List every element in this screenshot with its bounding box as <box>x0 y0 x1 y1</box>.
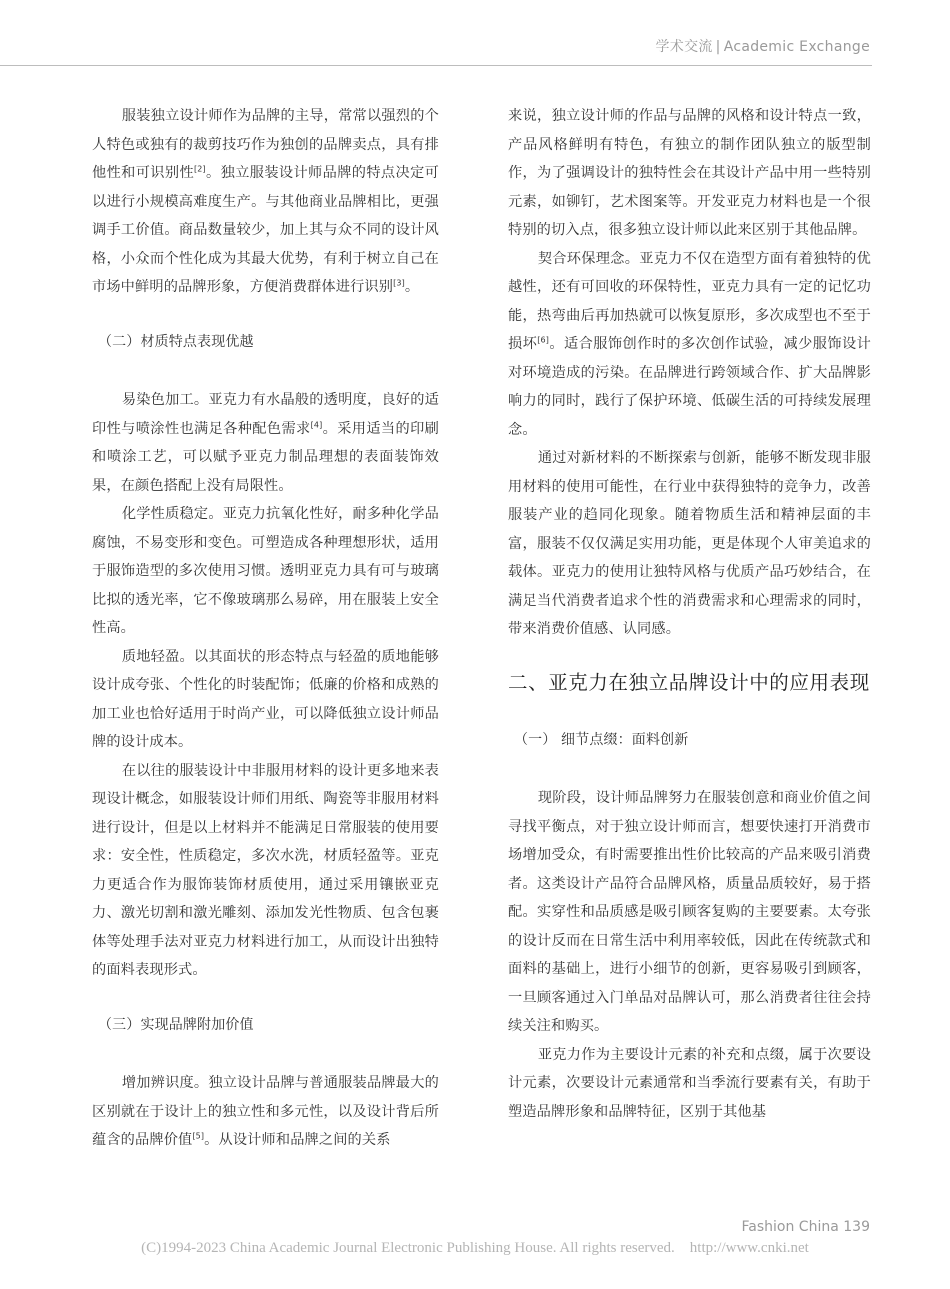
subsection-heading: （一） 细节点缀：面料创新 <box>514 731 689 748</box>
citation-ref: [6] <box>537 335 550 345</box>
footer-magazine: Fashion China <box>741 1219 839 1235</box>
paragraph: 化学性质稳定。亚克力抗氧化性好，耐多种化学品腐蚀，不易变形和变色。可塑造成各种理想形状，适用于服饰造型的多次使用习惯。透明亚克力具有可与玻璃比拟的透光率，它不像玻璃那么易碎，用在服装上安全性高。 <box>92 506 439 636</box>
paragraph: 服装独立设计师作为品牌的主导，常常以强烈的个人特色或独有的裁剪技巧作为独创的品牌卖点，具有排他性和可识别性[2]。独立服装设计师品牌的特点决定可以进行小规模高难度生产。与其他商业品牌相比，更强调手工价值。商品数量较少，加上其与众不同的设计风格，小众而个性化成为其最大优势，有利于树立自己在市场中鲜明的品牌形象，方便消费群体进行识别[3]。 <box>92 108 439 295</box>
paragraph-continued: 来说，独立设计师的作品与品牌的风格和设计特点一致，产品风格鲜明有特色，有独立的制作团队独立的版型制作，为了强调设计的独特性会在其设计产品中用一些特别元素，如铆钉，艺术图案等。开发亚克力材料也是一个很特别的切入点，很多独立设计师以此来区别于其他品牌。 <box>508 108 871 238</box>
header-section-en: Academic Exchange <box>723 39 870 55</box>
citation-ref: [5] <box>192 1131 205 1141</box>
paragraph: 在以往的服装设计中非服用材料的设计更多地来表现设计概念，如服装设计师们用纸、陶瓷等非服用材料进行设计，但是以上材料并不能满足日常服装的使用要求：安全性，性质稳定，多次水洗，材质轻盈等。亚克力更适合作为服饰装饰材质使用，通过采用镶嵌亚克力、激光切割和激光雕刻、添加发光性物质、包含包裹体等处理手法对亚克力材料进行加工，从而设计出独特的面料表现形式。 <box>92 762 439 978</box>
subsection-heading: （三）实现品牌附加价值 <box>98 1016 254 1033</box>
header-separator: | <box>715 39 721 55</box>
paragraph: 通过对新材料的不断探索与创新，能够不断发现非服用材料的使用可能性，在行业中获得独特的竞争力，改善服装产业的趋同化现象。随着物质生活和精神层面的丰富，服装不仅仅满足实用功能，更是体现个人审美追求的载体。亚克力的使用让独特风格与优质产品巧妙结合，在满足当代消费者追求个性的消费需求和心理需求的同时，带来消费价值感、认同感。 <box>508 450 871 637</box>
right-column <box>508 102 871 1126</box>
header-section-cn: 学术交流 <box>655 39 713 55</box>
citation-ref: [2] <box>194 164 206 174</box>
running-header <box>655 36 870 56</box>
page-number: 139 <box>843 1219 870 1235</box>
paragraph: 亚克力作为主要设计元素的补充和点缀，属于次要设计元素，次要设计元素通常和当季流行要素有关，有助于塑造品牌形象和品牌特征，区别于其他基 <box>508 1046 871 1120</box>
header-rule <box>0 65 872 66</box>
citation-ref: [4] <box>310 419 323 429</box>
paragraph: 现阶段，设计师品牌努力在服装创意和商业价值之间寻找平衡点，对于独立设计师而言，想要快速打开消费市场增加受众，有时需要推出性价比较高的产品来吸引消费者。这类设计产品符合品牌风格，质量品质较好，易于搭配。实穿性和品质感是吸引顾客复购的主要要素。太夸张的设计反而在日常生活中利用率较低，因此在传统款式和面料的基础上，进行小细节的创新，更容易吸引到顾客，一旦顾客通过入门单品对品牌认可，那么消费者往往会持续关注和购买。 <box>508 790 871 1034</box>
citation-ref: [3] <box>393 278 405 288</box>
copyright-watermark: (C)1994-2023 China Academic Journal Electronic Publishing House. All rights reserved. http://www.cnki.net <box>141 1240 809 1256</box>
section-heading: 二、亚克力在独立品牌设计中的应用表现 <box>508 670 870 694</box>
left-column <box>92 102 439 1155</box>
subsection-heading: （二）材质特点表现优越 <box>98 333 254 350</box>
paragraph: 易染色加工。亚克力有水晶般的透明度，良好的适印性与喷涂性也满足各种配色需求[4]。采用适当的印刷和喷涂工艺，可以赋予亚克力制品理想的表面装饰效果，在颜色搭配上没有局限性。 <box>92 392 439 494</box>
page-footer <box>742 1219 870 1235</box>
paragraph: 契合环保理念。亚克力不仅在造型方面有着独特的优越性，还有可回收的环保特性，亚克力具有一定的记忆功能，热弯曲后再加热就可以恢复原形，多次成型也不至于损坏[6]。适合服饰创作时的多次创作试验，减少服饰设计对环境造成的污染。在品牌进行跨领域合作、扩大品牌影响力的同时，践行了保护环境、低碳生活的可持续发展理念。 <box>508 250 871 438</box>
paragraph: 质地轻盈。以其面状的形态特点与轻盈的质地能够设计成夸张、个性化的时装配饰；低廉的价格和成熟的加工业也恰好适用于时尚产业，可以降低独立设计师品牌的设计成本。 <box>92 648 439 750</box>
paragraph: 增加辨识度。独立设计品牌与普通服装品牌最大的区别就在于设计上的独立性和多元性，以及设计背后所蕴含的品牌价值[5]。从设计师和品牌之间的关系 <box>92 1075 439 1148</box>
